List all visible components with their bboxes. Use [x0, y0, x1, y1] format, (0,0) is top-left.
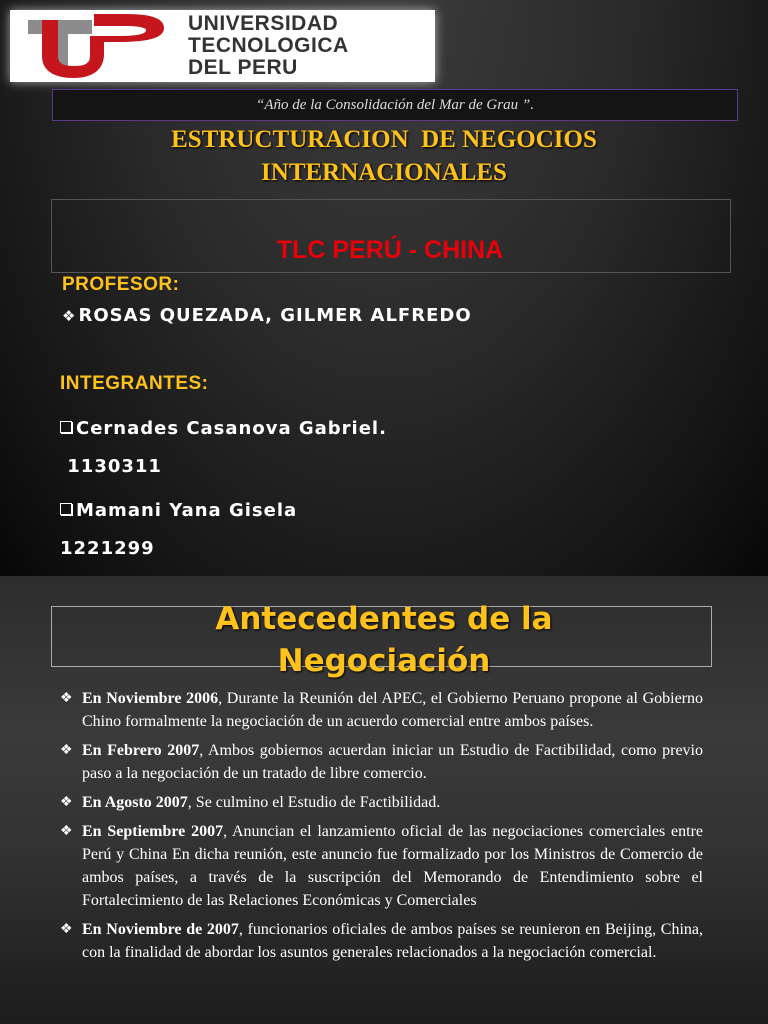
timeline-list — [58, 687, 703, 970]
university-logo — [10, 10, 435, 82]
profesor-label: PROFESOR: — [62, 274, 180, 295]
slide-title-line-1: Antecedentes de la — [215, 601, 553, 637]
item-text: , funcionarios oficiales de ambos países se reunieron en Beijing, China, con la finalidad de abordar los asuntos generales relacionados a la negociación comercial. — [82, 921, 704, 961]
item-text: , Anuncian el lanzamiento oficial de las negociaciones comerciales entre Perú y China En dicha reunión, este anuncio fue formalizado por los Ministros de Comercio de ambos países, a través de la suscripción del Memorando de Entendimiento sobre el Fortalecimiento de las Relaciones Económicas y Comerciales — [82, 823, 704, 909]
university-name — [188, 13, 349, 79]
year-motto: “Año de la Consolidación del Mar de Grau ”. — [52, 89, 738, 121]
list-item — [58, 739, 703, 785]
member-name-text: Mamani Yana Gisela — [76, 500, 298, 521]
integrantes-label: INTEGRANTES: — [60, 373, 209, 394]
diamond-bullet-icon: ❖ — [60, 743, 73, 758]
course-title — [0, 123, 768, 189]
checkbox-bullet-icon — [60, 421, 72, 433]
list-item — [58, 791, 703, 814]
diamond-bullet-icon: ❖ — [60, 691, 73, 706]
item-date: En Febrero 2007 — [82, 742, 200, 759]
diamond-bullet-icon: ❖ — [62, 307, 77, 325]
diamond-bullet-icon: ❖ — [60, 824, 73, 839]
item-date: En Noviembre 2006 — [82, 690, 219, 707]
checkbox-bullet-icon — [60, 503, 72, 515]
member-code: 1221299 — [60, 538, 155, 559]
member-name-text: Cernades Casanova Gabriel. — [76, 418, 387, 439]
member-name — [60, 500, 297, 521]
logo-line-3: DEL PERU — [188, 56, 298, 79]
profesor-name: ROSAS QUEZADA, GILMER ALFREDO — [78, 305, 472, 326]
profesor-row — [62, 305, 472, 326]
logo-line-2: TECNOLOGICA — [188, 34, 349, 57]
list-item — [58, 918, 703, 964]
logo-line-1: UNIVERSIDAD — [188, 12, 339, 35]
course-title-line-1: ESTRUCTURACION DE NEGOCIOS — [171, 126, 597, 153]
item-date: En Agosto 2007 — [82, 794, 188, 811]
diamond-bullet-icon: ❖ — [60, 795, 73, 810]
slide-title: TLC PERÚ - CHINA — [276, 236, 504, 264]
member-name — [60, 418, 387, 439]
slide-title — [0, 598, 768, 682]
item-text: , Durante la Reunión del APEC, el Gobierno Peruano propone al Gobierno Chino formalmente la negociación de un acuerdo comercial entre ambos países. — [82, 690, 704, 730]
utp-logo-icon — [22, 12, 182, 80]
member-code: 1130311 — [60, 456, 162, 477]
list-item — [58, 687, 703, 733]
list-item — [58, 820, 703, 912]
item-date: En Noviembre de 2007 — [82, 921, 239, 938]
course-title-line-2: INTERNACIONALES — [261, 159, 507, 186]
item-text: , Ambos gobiernos acuerdan iniciar un Estudio de Factibilidad, como previo paso a la negociación de un tratado de libre comercio. — [82, 742, 703, 782]
item-date: En Septiembre 2007 — [82, 823, 224, 840]
slide-title-line-2: Negociación — [277, 643, 491, 679]
diamond-bullet-icon: ❖ — [60, 922, 73, 937]
item-text: , Se culmino el Estudio de Factibilidad. — [187, 794, 441, 811]
